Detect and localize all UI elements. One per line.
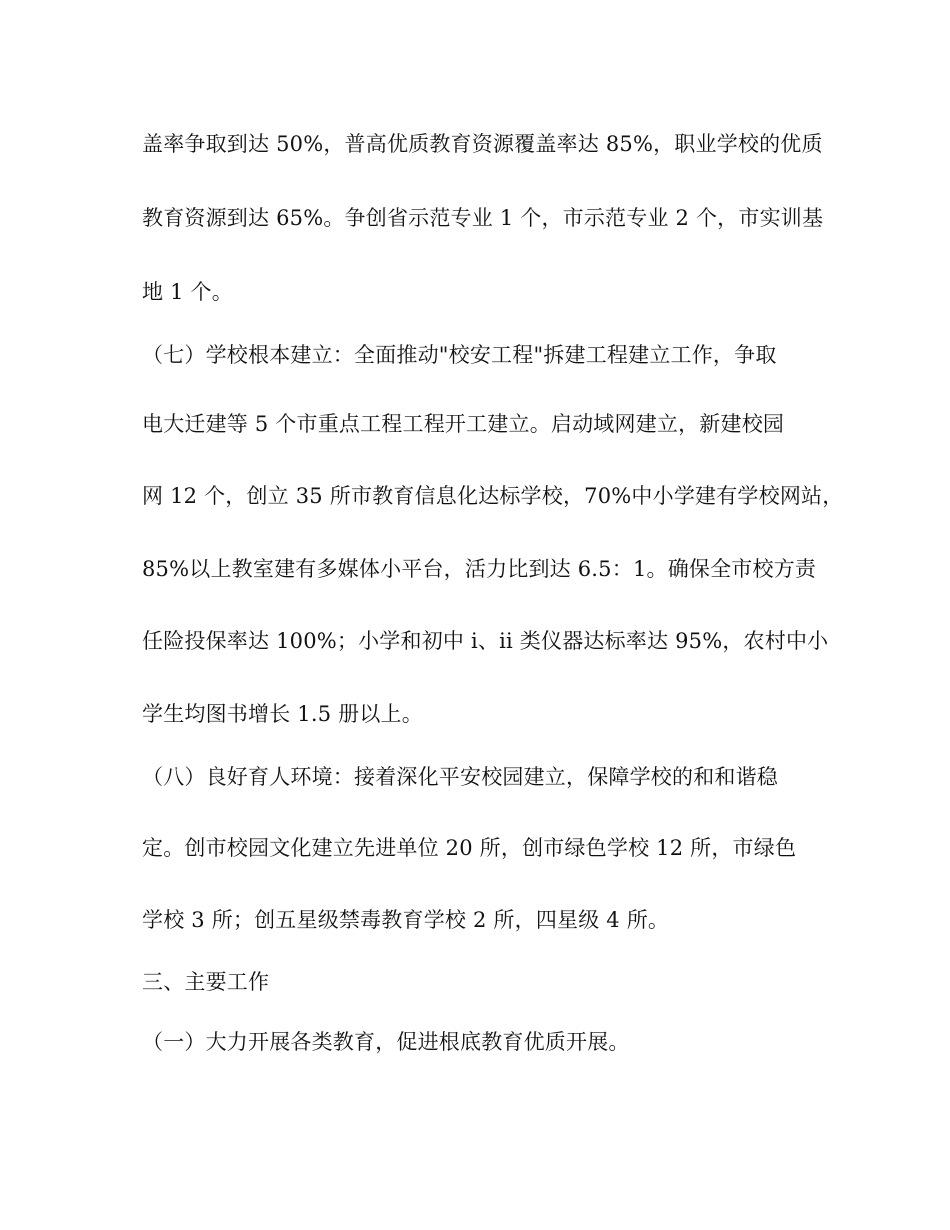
subsection-heading: （一）大力开展各类教育，促进根底教育优质开展。 (142, 1030, 630, 1054)
text-line: 学生均图书增长 1.5 册以上。 (142, 702, 423, 726)
section-heading-seven: （七）学校根本建立：全面推动"校安工程"拆建工程建立工作，争取 (142, 343, 777, 367)
text-line: 网 12 个，创立 35 所市教育信息化达标学校，70%中小学建有学校网站， (142, 484, 844, 508)
text-line: 任险投保率达 100%；小学和初中 i、ii 类仪器达标率达 95%，农村中小 (142, 629, 829, 653)
text-line: 学校 3 所；创五星级禁毒教育学校 2 所，四星级 4 所。 (142, 908, 670, 932)
chapter-heading: 三、主要工作 (142, 970, 270, 994)
text-line: 定。创市校园文化建立先进单位 20 所，创市绿色学校 12 所，市绿色 (142, 836, 797, 860)
section-heading-eight: （八）良好育人环境：接着深化平安校园建立，保障学校的和和谐稳 (142, 765, 778, 789)
text-line: 盖率争取到达 50%，普高优质教育资源覆盖率达 85%，职业学校的优质 (142, 132, 823, 156)
text-line: 电大迁建等 5 个市重点工程工程开工建立。启动域网建立，新建校园 (142, 412, 785, 436)
text-line: 85%以上教室建有多媒体小平台，活力比到达 6.5：1。确保全市校方责 (142, 557, 817, 581)
text-line: 教育资源到达 65%。争创省示范专业 1 个，市示范专业 2 个，市实训基 (142, 206, 824, 230)
text-line: 地 1 个。 (142, 280, 233, 304)
